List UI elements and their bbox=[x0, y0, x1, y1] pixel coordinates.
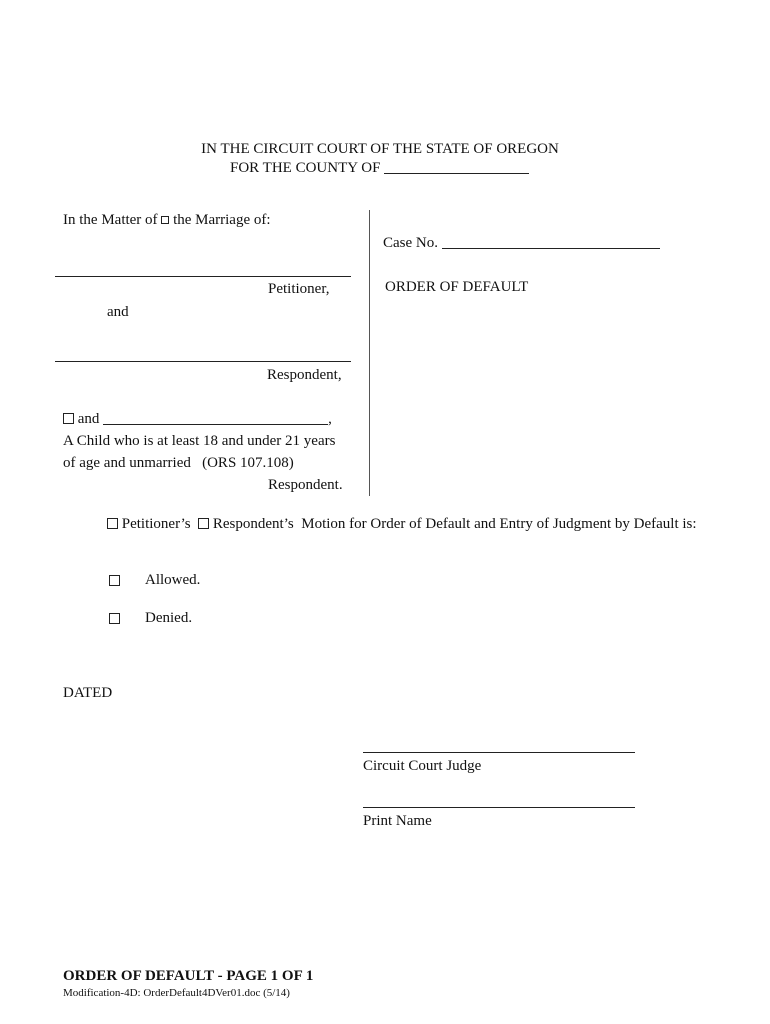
caption-divider bbox=[369, 210, 370, 496]
and-label: and bbox=[107, 304, 129, 320]
judge-signature-line[interactable] bbox=[363, 752, 635, 753]
child-checkbox[interactable] bbox=[63, 413, 74, 424]
print-name-label: Print Name bbox=[363, 813, 432, 829]
denied-checkbox[interactable] bbox=[109, 613, 120, 624]
county-heading bbox=[230, 160, 529, 177]
case-no-label: Case No. bbox=[383, 235, 438, 251]
order-title: ORDER OF DEFAULT bbox=[385, 279, 529, 295]
child-description-2: of age and unmarried (ORS 107.108) bbox=[63, 455, 294, 471]
child-comma: , bbox=[328, 411, 332, 427]
respondent-2-label: Respondent. bbox=[268, 477, 343, 493]
denied-option bbox=[109, 611, 120, 628]
judge-label: Circuit Court Judge bbox=[363, 758, 482, 774]
respondents-checkbox[interactable] bbox=[198, 518, 209, 529]
case-number-line bbox=[383, 235, 660, 252]
respondents-label: Respondent’s bbox=[212, 516, 294, 532]
child-and-line bbox=[63, 411, 332, 428]
allowed-label: Allowed. bbox=[145, 572, 201, 588]
case-number-blank[interactable] bbox=[442, 236, 660, 249]
footer-title: ORDER OF DEFAULT - PAGE 1 OF 1 bbox=[63, 968, 314, 984]
matter-suffix: the Marriage of: bbox=[173, 212, 271, 228]
court-heading bbox=[0, 141, 760, 158]
child-description-1: A Child who is at least 18 and under 21 years bbox=[63, 433, 336, 449]
county-blank[interactable] bbox=[384, 161, 529, 174]
matter-line bbox=[63, 212, 271, 229]
marriage-checkbox[interactable] bbox=[161, 216, 169, 224]
motion-text: Motion for Order of Default and Entry of Judgment by Default is: bbox=[301, 516, 697, 532]
court-line: IN THE CIRCUIT COURT OF THE STATE OF OREGON bbox=[201, 141, 559, 157]
allowed-checkbox[interactable] bbox=[109, 575, 120, 586]
respondent-label: Respondent, bbox=[267, 367, 342, 383]
dated-label: DATED bbox=[63, 685, 113, 701]
respondent-name-line[interactable] bbox=[55, 361, 351, 362]
petitioners-label: Petitioner’s bbox=[121, 516, 191, 532]
denied-label: Denied. bbox=[145, 610, 193, 626]
county-label: FOR THE COUNTY OF bbox=[230, 160, 381, 176]
petitioner-label: Petitioner, bbox=[268, 281, 330, 297]
child-and-label: and bbox=[77, 411, 100, 427]
petitioner-name-line[interactable] bbox=[55, 276, 351, 277]
footer-form-id: Modification-4D: OrderDefault4DVer01.doc (5/14) bbox=[63, 987, 290, 999]
child-name-blank[interactable] bbox=[103, 412, 328, 425]
matter-prefix: In the Matter of bbox=[63, 212, 158, 228]
motion-line bbox=[107, 516, 697, 533]
petitioners-checkbox[interactable] bbox=[107, 518, 118, 529]
print-name-line[interactable] bbox=[363, 807, 635, 808]
allowed-option bbox=[109, 573, 120, 590]
